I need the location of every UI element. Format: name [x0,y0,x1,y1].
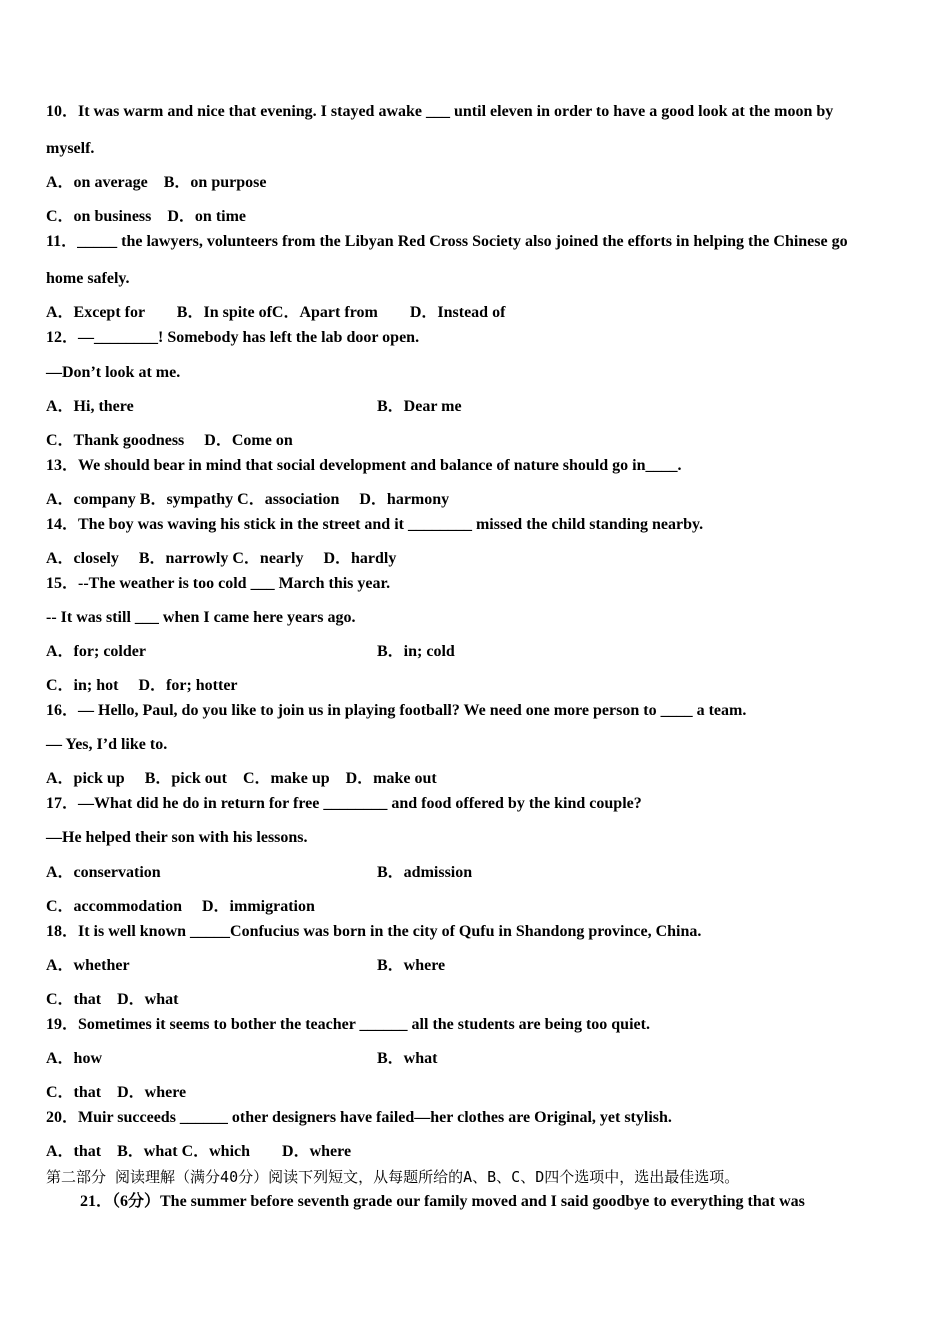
q19-option-b: B．what [377,1050,438,1067]
q16-options: A．pick up B．pick out C．make up D．make out [46,770,437,787]
q12-option-b: B．Dear me [377,398,462,415]
q19-options-cd: C．that D．where [46,1084,187,1101]
q10-stem-line1: 10．It was warm and nice that evening. I stayed awake ___ until eleven in order to have a good look at the moon by [46,103,834,120]
q20-options: A．that B．what C．which D．where [46,1143,352,1160]
q21-passage-start: 21．（6分）The summer before seventh grade our family moved and I said goodbye to everything that was [80,1193,805,1210]
q15-options-cd: C．in; hot D．for; hotter [46,677,238,694]
q17-option-a: A．conservation [46,864,161,881]
q12-option-a: A．Hi, there [46,398,134,415]
q14-options: A．closely B．narrowly C．nearly D．hardly [46,550,397,567]
q12-stem-line1: 12．—________! Somebody has left the lab door open. [46,329,420,346]
q18-option-b: B．where [377,957,446,974]
q10-options-ab: A．on average B．on purpose [46,174,267,191]
q13-stem: 13．We should bear in mind that social development and balance of nature should go in____. [46,457,682,474]
q14-stem: 14．The boy was waving his stick in the street and it ________ missed the child standing nearby. [46,516,704,533]
q18-options-cd: C．that D．what [46,991,179,1008]
q11-options: A．Except for B．In spite ofC．Apart from D．Instead of [46,304,506,321]
q17-stem-line2: —He helped their son with his lessons. [46,829,308,846]
q12-stem-line2: —Don’t look at me. [46,364,181,381]
q10-stem-line2: myself. [46,140,95,157]
q17-options-cd: C．accommodation D．immigration [46,898,315,915]
q15-stem-line2: -- It was still ___ when I came here years ago. [46,609,356,626]
q12-options-cd: C．Thank goodness D．Come on [46,432,293,449]
q10-options-cd: C．on business D．on time [46,208,247,225]
q15-option-b: B．in; cold [377,643,455,660]
q18-stem: 18．It is well known _____Confucius was born in the city of Qufu in Shandong province, China. [46,923,702,940]
q19-option-a: A．how [46,1050,103,1067]
q16-stem-line1: 16．— Hello, Paul, do you like to join us in playing football? We need one more person to ____ a team. [46,702,747,719]
q15-stem-line1: 15．--The weather is too cold ___ March this year. [46,575,391,592]
q19-stem: 19．Sometimes it seems to bother the teacher ______ all the students are being too quiet. [46,1016,650,1033]
q17-stem-line1: 17．—What did he do in return for free ________ and food offered by the kind couple? [46,795,642,812]
q16-stem-line2: — Yes, I’d like to. [46,736,168,753]
q13-options: A．company B．sympathy C．association D．harmony [46,491,450,508]
q18-option-a: A．whether [46,957,130,974]
q15-option-a: A．for; colder [46,643,146,660]
reading-section-heading: 第二部分 阅读理解（满分40分）阅读下列短文，从每题所给的A、B、C、D四个选项中，选出最佳选项。 [46,1168,740,1186]
q20-stem: 20．Muir succeeds ______ other designers have failed—her clothes are Original, yet stylish. [46,1109,672,1126]
q11-stem-line2: home safely. [46,270,130,287]
q11-stem-line1: 11．_____ the lawyers, volunteers from the Libyan Red Cross Society also joined the efforts in helping the Chinese go [46,233,848,250]
q17-option-b: B．admission [377,864,473,881]
